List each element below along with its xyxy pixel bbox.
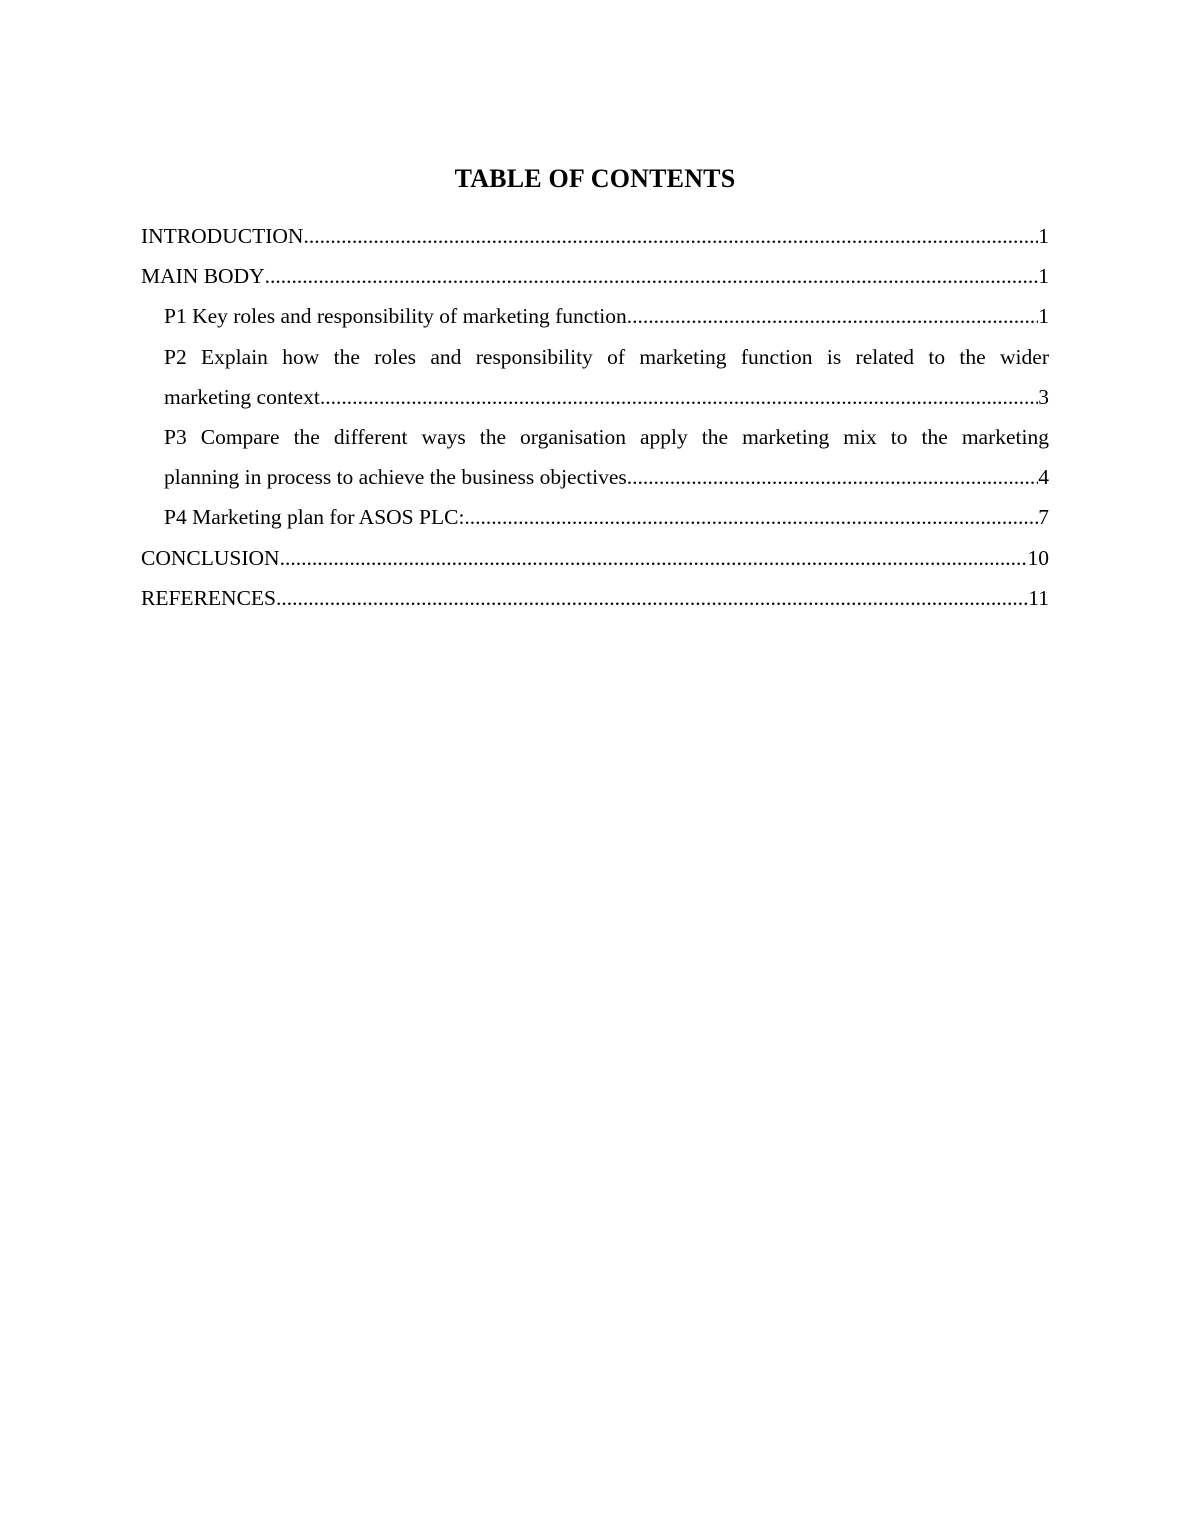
dot-leader [627, 457, 1039, 497]
toc-entry-wrapped-line: P2 Explain how the roles and responsibility of marketing function is related to the wider [164, 344, 1049, 369]
dot-leader [276, 578, 1028, 618]
toc-entry-references[interactable] [141, 578, 1049, 618]
dot-leader [303, 216, 1038, 256]
toc-entry-text: planning in process to achieve the business objectives [164, 465, 627, 490]
toc-entry-text: P1 Key roles and responsibility of marketing function [164, 304, 627, 329]
toc-entry-line [164, 296, 1049, 336]
toc-entry-p2[interactable] [141, 337, 1049, 417]
toc-entry-text: REFERENCES [141, 585, 276, 610]
toc-page-number: 11 [1028, 585, 1049, 610]
toc-entry-p1[interactable] [141, 296, 1049, 336]
toc-entry-conclusion[interactable] [141, 538, 1049, 578]
toc-entry-text: CONCLUSION [141, 545, 280, 570]
toc-entry-p4[interactable] [141, 497, 1049, 537]
toc-page-number: 4 [1038, 465, 1049, 490]
toc-page-number: 1 [1038, 304, 1049, 329]
dot-leader [627, 296, 1038, 336]
toc-page-number: 3 [1038, 384, 1049, 409]
toc-entry-line [141, 538, 1049, 578]
toc-entry-line [164, 377, 1049, 417]
toc-entry-introduction[interactable] [141, 216, 1049, 256]
dot-leader [280, 538, 1028, 578]
toc-title: TABLE OF CONTENTS [454, 164, 736, 193]
toc-entry-main-body[interactable] [141, 256, 1049, 296]
toc-entry-text: INTRODUCTION [141, 224, 304, 248]
toc-entry-wrapped-line: P3 Compare the different ways the organisation apply the marketing mix to the marketing [164, 425, 1049, 450]
toc-page-number: 1 [1038, 224, 1049, 248]
dot-leader [265, 256, 1039, 296]
toc-page-number: 7 [1038, 505, 1049, 530]
toc-entry-text: P4 Marketing plan for ASOS PLC: [164, 505, 465, 530]
toc-entry-text: marketing context [164, 384, 320, 409]
toc-entry-line [141, 578, 1049, 618]
toc-page-number: 1 [1038, 264, 1049, 289]
toc-entry-p3[interactable] [141, 417, 1049, 497]
toc-entry-line [141, 216, 1049, 256]
dot-leader [464, 497, 1038, 537]
toc-list [141, 216, 1049, 618]
toc-entry-line [164, 497, 1049, 537]
dot-leader [320, 377, 1038, 417]
toc-entry-line [141, 256, 1049, 296]
toc-entry-line [164, 457, 1049, 497]
toc-entry-text: MAIN BODY [141, 264, 265, 289]
toc-page-number: 10 [1027, 545, 1049, 570]
